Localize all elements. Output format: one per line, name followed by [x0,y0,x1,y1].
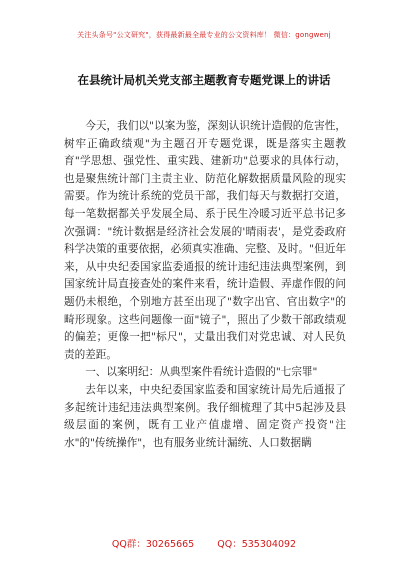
body-paragraph: 去年以来，中央纪委国家监委和国家统计局先后通报了多起统计违纪违法典型案例。我仔细梳理了其中5起涉及县级层面的案例，既有工业产值虚增、固定资产投资"注水"的"传统操作"，也有服务业统计漏统、人口数据瞒 [64,383,346,449]
qq-text: QQ：535304092 [217,539,297,550]
section-heading: 一、以案明纪：从典型案件看统计造假的"七宗罪" [85,366,318,379]
qq-group-text: QQ群：30265665 [111,539,195,550]
document-title: 在县统计局机关党支部主题教育专题党课上的讲话 [77,73,331,87]
document-body [64,118,346,452]
body-paragraph: 今天，我们以"以案为鉴，深刻认识统计造假的危害性，树牢正确政绩观"为主题召开专题党课，既是落实主题教育"学思想、强党性、重实践、建新功"总要求的具体行动，也是聚焦统计部门主责主业、防范化解数据质量风险的现实需要。作为统计系统的党员干部，我们每天与数据打交道，每一笔数据都关乎发展全局、系于民生冷暖习近平总书记多次强调："统计数据是经济社会发展的'晴雨表'，是党委政府科学决策的重要依据，必须真实准确、完整、及时。"但近年来，从中央纪委国家监委通报的统计违纪违法典型案例，到国家统计局直接查处的案件来看，统计造假、弄虚作假的问题仍未根绝，个别地方甚至出现了"数字出官、官出数字"的畸形现象。这些问题像一面"镜子"，照出了少数干部政绩观的偏差；更像一把"标尺"，丈量出我们对党忠诚、对人民负责的差距。 [64,120,346,361]
contact-footer [0,536,408,550]
promo-banner: 关注头条号"公文研究"，获得最新最全最专业的公文资料库！ 微信：gongwenj [77,31,331,39]
